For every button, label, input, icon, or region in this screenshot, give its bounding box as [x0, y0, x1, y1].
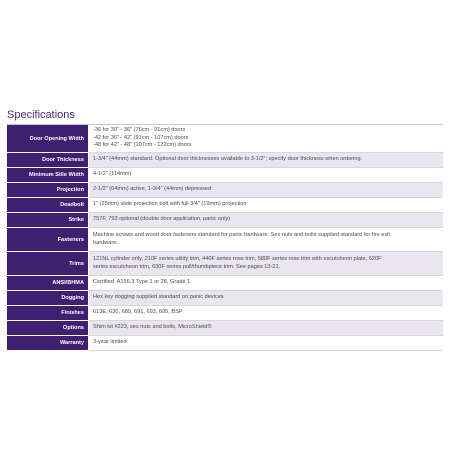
table-row: [7, 306, 443, 321]
row-label: Fasteners: [7, 228, 89, 252]
row-value: [89, 153, 443, 168]
row-value: [89, 306, 443, 321]
value-line: -48 for 42" - 48" (107cm - 122cm) doors: [93, 142, 192, 149]
value-line: series escutcheon trim, 630F series pull/thumbpiece trim. See pages 13-21.: [93, 263, 281, 270]
table-row: [7, 276, 443, 291]
table-row: [7, 183, 443, 198]
row-label: Strike: [7, 213, 89, 228]
row-label: Door Thickness: [7, 153, 89, 168]
value-line: 1" (25mm) slide projection bolt with full 3/4" (19mm) projection: [93, 201, 247, 208]
row-label: Finishes: [7, 306, 89, 321]
row-value: [89, 168, 443, 183]
row-label: Options: [7, 321, 89, 336]
row-label: ANSI/BHMA: [7, 276, 89, 291]
table-row: [7, 125, 443, 153]
row-label: Trims: [7, 252, 89, 276]
value-line: 1-3/4" (44mm) standard. Optional door thicknesses available to 3-1/2"; specify door thickness when ordering.: [93, 156, 363, 163]
row-label: Deadbolt: [7, 198, 89, 213]
row-label: Door Opening Width: [7, 125, 89, 153]
row-value: [89, 198, 443, 213]
value-line: Shim kit #223, sex nuts and bolts, MicroShield®: [93, 324, 212, 331]
value-line: -42 for 36" - 42" (91cm - 107cm) doors: [93, 134, 189, 141]
value-line: Machine screws and wood door fasteners standard for panic hardware. Sex nuts and bolts supplied standard for fire exit: [93, 231, 390, 238]
row-label: Warranty: [7, 336, 89, 351]
page-title: Specifications: [7, 109, 75, 121]
value-line: 121NL cylinder only, 210F series utility trim, 440F series rose trim, 580F series rose trim with escutcheon plate, 620F: [93, 255, 382, 262]
table-row: [7, 168, 443, 183]
table-row: [7, 336, 443, 351]
row-value: [89, 276, 443, 291]
value-line: hardware.: [93, 239, 118, 246]
row-value: [89, 213, 443, 228]
row-label: Minimum Stile Width: [7, 168, 89, 183]
value-line: 2-1/2" (64mm) active, 1-3/4" (44mm) depressed: [93, 186, 212, 193]
row-label: Dogging: [7, 291, 89, 306]
row-value: [89, 183, 443, 198]
table-row: [7, 228, 443, 252]
value-line: Hex key dogging supplied standard on panic devices: [93, 294, 224, 301]
value-line: 757F, 793 optional (double door application, panic only): [93, 216, 231, 223]
row-value: [89, 321, 443, 336]
specifications-table: [7, 124, 443, 351]
value-line: 3-year limited: [93, 339, 127, 346]
value-line: Certified: A156.3 Type 1 or 28, Grade 1: [93, 279, 191, 286]
table-row: [7, 252, 443, 276]
row-label: Projection: [7, 183, 89, 198]
row-value: [89, 291, 443, 306]
table-row: [7, 321, 443, 336]
row-value: [89, 336, 443, 351]
table-row: [7, 153, 443, 168]
value-line: 613E, 630, 689, 691, 693, 695, BSP: [93, 309, 183, 316]
row-value: [89, 125, 443, 153]
table-row: [7, 213, 443, 228]
value-line: 4-1/2" (114mm): [93, 171, 132, 178]
table-row: [7, 291, 443, 306]
row-value: [89, 228, 443, 252]
row-value: [89, 252, 443, 276]
value-line: -36 for 30" - 36" (76cm - 91cm) doors: [93, 127, 186, 134]
table-row: [7, 198, 443, 213]
